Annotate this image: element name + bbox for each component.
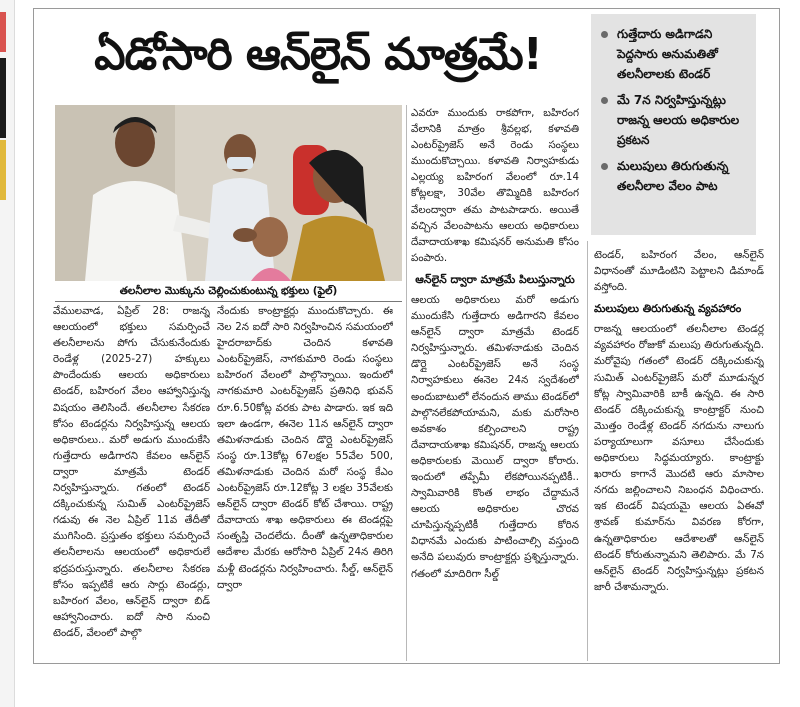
column-divider: [406, 105, 407, 661]
article-column: [594, 247, 764, 661]
highlight-item: [599, 156, 748, 196]
section-subheading: మలుపులు తిరుగుతున్న వ్యవహారం: [594, 302, 742, 316]
adjacent-page-edge: [0, 0, 15, 707]
article-headline: ఏడోసారి ఆన్‌లైన్ మాత్రమే!: [94, 29, 542, 80]
photo-caption: తలనీలాల మొక్కును చెల్లించుకుంటున్న భక్తులు (ఫైల్): [55, 281, 402, 302]
highlight-text: గుత్తేదారు అడిగాడని పెద్దసారు అనుమతితో తలనీలాలకు టెండర్: [617, 27, 718, 81]
article-column: [53, 303, 210, 661]
highlight-item: [599, 24, 748, 84]
bullet-icon: [601, 163, 608, 170]
column-text: రాజన్న ఆలయంలో తలనీలాల టెండర్ల వ్యవహారం రోజుకో మలుపు తిరుగుతున్నది. మరోవైపు గతంలో టెండర్ దక్కించుకున్న సుమిత్ ఎంటర్‌ప్రైజెస్ మరో మూడున్నర కోట్ల స్వామివారికి బాకీ ఉన్నది. ఈ సారి టెండర్ దక్కించుకున్న కాంట్రాక్టర్ నుంచి మొత్తం రెండేళ్ల టెండర్ నగదును నాలుగు పర్యాయాలుగా వసూలు చేసేందుకు అధికారులు సిద్ధమయ్యారు. కాంట్రాక్టు ఖరారు కాగానే మొదటి ఆరు మాసాల నగదు జల్లించాలని నిబంధన విధించారు. ఇక టెండర్ విషయమై ఆలయ ఏఈవో శ్రావణ్ కుమార్‌ను వివరణ కోరగా, ఉన్నతాధికారుల ఆదేశాలతో ఆన్‌లైన్ టెండర్ కోరుతున్నామని తెలిపారు. మే 7న ఆన్‌లైన్ టెండర్ నిర్వహిస్తున్నట్లు ప్రకటన జారీ చేశామన్నారు.: [594, 323, 764, 593]
adjacent-image-strip: [0, 58, 6, 138]
newspaper-article: [33, 8, 780, 664]
adjacent-image-strip: [0, 140, 6, 200]
bullet-icon: [601, 97, 608, 104]
section-subheading: ఆన్‌లైన్ ద్వారా మాత్రమే పిలుస్తున్నారు: [415, 272, 575, 286]
highlight-item: [599, 90, 748, 150]
article-column: [411, 105, 579, 661]
column-text: ఎవరూ ముందుకు రాకపోగా, బహిరంగ వేలానికి మాత్రం శ్రీవల్లభ, కళావతి ఎంటర్‌ప్రైజెస్ అనే రెండు సంస్థలు ముందుకొచ్చాయి. కళావతి నిర్వాహకుడు ఎల్లయ్య బహిరంగ వేలంలో రూ.14 కోట్లలక్షా, 30వేల తొమ్మిదికి బహిరంగ వేలంద్వారా తమ పాటపాడారు. అయితే వచ్చిన వేలంపాటను ఆలయ అధికారులు దేవాదాయశాఖ కమిషనర్ అనుమతి కోసం పంపారు.: [411, 107, 579, 264]
highlight-text: మలుపులు తిరుగుతున్న తలనీలాల వేలం పాట: [617, 159, 729, 193]
column-text: ఆలయ అధికారులు మరో అడుగు ముందుకేసి గుత్తేదారు అడిగారని కేవలం ఆన్‌లైన్ ద్వారా మాత్రమే టెండర్ నిర్వహిస్తున్నారు. తమిళనాడుకు చెందిన డొర్లై ఎంటర్‌ప్రైజెస్ అనే సంస్థ నిర్వాహకులు ఈనెల 24న స్వదేశంలో అందుబాటులో లేనందున తాము టెండర్‌లో పాల్గొనలేకపోయామని, మకు మరోసారి అవకాశం కల్పించాలని రాష్ట్ర దేవాదాయశాఖ కమిషనర్, రాజన్న ఆలయ అధికారులకు మెయిల్ ద్వారా కోరారు. ఇందులో తప్పేమీ లేకపోయినప్పటికీ.. స్వామివారికి కొంత లాభం చేద్దామనే ఆలయ అధికారుల చొరవ చూపిస్తున్నప్పటికీ గుత్తేదారు కోరిన విధానమే ఎందుకు పాటించాల్సి వస్తుంది అనేది పలువురు కాంట్రాక్టర్లు ప్రశ్నిస్తున్నారు. గతంలో మాదిరిగా సీల్డ్: [411, 293, 579, 580]
column-text: వేములవాడ, ఏప్రిల్ 28: రాజన్న ఆలయంలో భక్తులు సమర్పించే తలనీలాలను పోగు చేసుకునేందుకు రెండేళ్ల (2025-27) హక్కులు పొందేందుకు ఆలయ అధికారులు టెండర్, బహిరంగ వేలం ఆహ్వానిస్తున్న విషయం తెలిసిందే. తలనీలాల సేకరణ కోసం టెండర్లను నిర్వహిస్తున్న ఆలయ అధికారులు.. మరో అడుగు ముందుకేసి గుత్తేదారు అడిగారని కేవలం ఆన్‌లైన్ ద్వారా మాత్రమే టెండర్ నిర్వహిస్తున్నారు. గతంలో టెండర్ దక్కించుకున్న సుమిత్ ఎంటర్‌ప్రైజెస్ గడువు ఈ నెల ఏప్రిల్ 11వ తేదీతో ముగిసింది. ప్రస్తుతం భక్తులు సమర్పించే తలనీలాలను ఆలయంలో అధికారులే భద్రపరుస్తున్నారు. తలనీలాల సేకరణ కోసం ఇప్పటికే ఆరు సార్లు టెండర్లు, బహిరంగ వేలం, ఆన్‌లైన్ ద్వారా బిడ్ ఆహ్వానించారు. ఐదో సారి నుంచి టెండర్, వేలంలో పాల్గొ: [53, 305, 210, 639]
adjacent-image-strip: [0, 12, 6, 52]
highlights-box: [591, 14, 756, 235]
highlight-text: మే 7న నిర్వహిస్తున్నట్లు రాజన్న ఆలయ అధికారుల ప్రకటన: [617, 93, 740, 147]
column-divider: [587, 241, 588, 661]
article-column: [217, 303, 393, 661]
bullet-icon: [601, 31, 608, 38]
column-text: నేందుకు కాంట్రాక్టర్లు ముందుకొచ్చారు. ఈ నెల 2న ఐదో సారి నిర్వహించిన సమయంలో హైదరాబాద్‌కు చెందిన కళావతి ఎంటర్‌ప్రైజెస్, నాగకుమారి రెండు సంస్థలు బహిరంగ వేలంలో పాల్గొన్నాయి. ఇందులో నాగకుమారి ఎంటర్‌ప్రైజెస్ ప్రతినిధి భువన్ రూ.6.50కోట్ల వరకు పాట పాడారు. ఇక ఇది ఇలా ఉండగా, ఈనెల 11న ఆన్‌లైన్ ద్వారా తమిళనాడుకు చెందిన డొర్లై ఎంటర్‌ప్రైజెస్ సంస్థ రూ.13కోట్ల 67లక్షల 55వేల 500, తమిళనాడుకు చెందిన మరో సంస్థ కేఎం ఎంటర్‌ప్రైజెస్ రూ.12కోట్ల 3 లక్షల 35వేలకు ఆన్‌లైన్ ద్వారా టెండర్ కోట్ చేశాయి. రాష్ట్ర దేవాదాయ శాఖ అధికారులు ఈ టెండర్లపై సంతృప్తి చెందలేదు. దీంతో ఉన్నతాధికారుల ఆదేశాల మేరకు ఆరోసారి ఏప్రిల్ 24న తిరిగి మళ్లీ టెండర్లను నిర్వహించారు. సీల్డ్, ఆన్‌లైన్ ద్వారా: [217, 305, 393, 591]
article-photo: [55, 105, 402, 281]
column-text: టెండర్, బహిరంగ వేలం, ఆన్‌లైన్ విధానంతో మూడింటిని పెట్టాలని డిమాండ్ వస్తోంది.: [594, 249, 764, 294]
photo-illustration: [55, 105, 402, 281]
